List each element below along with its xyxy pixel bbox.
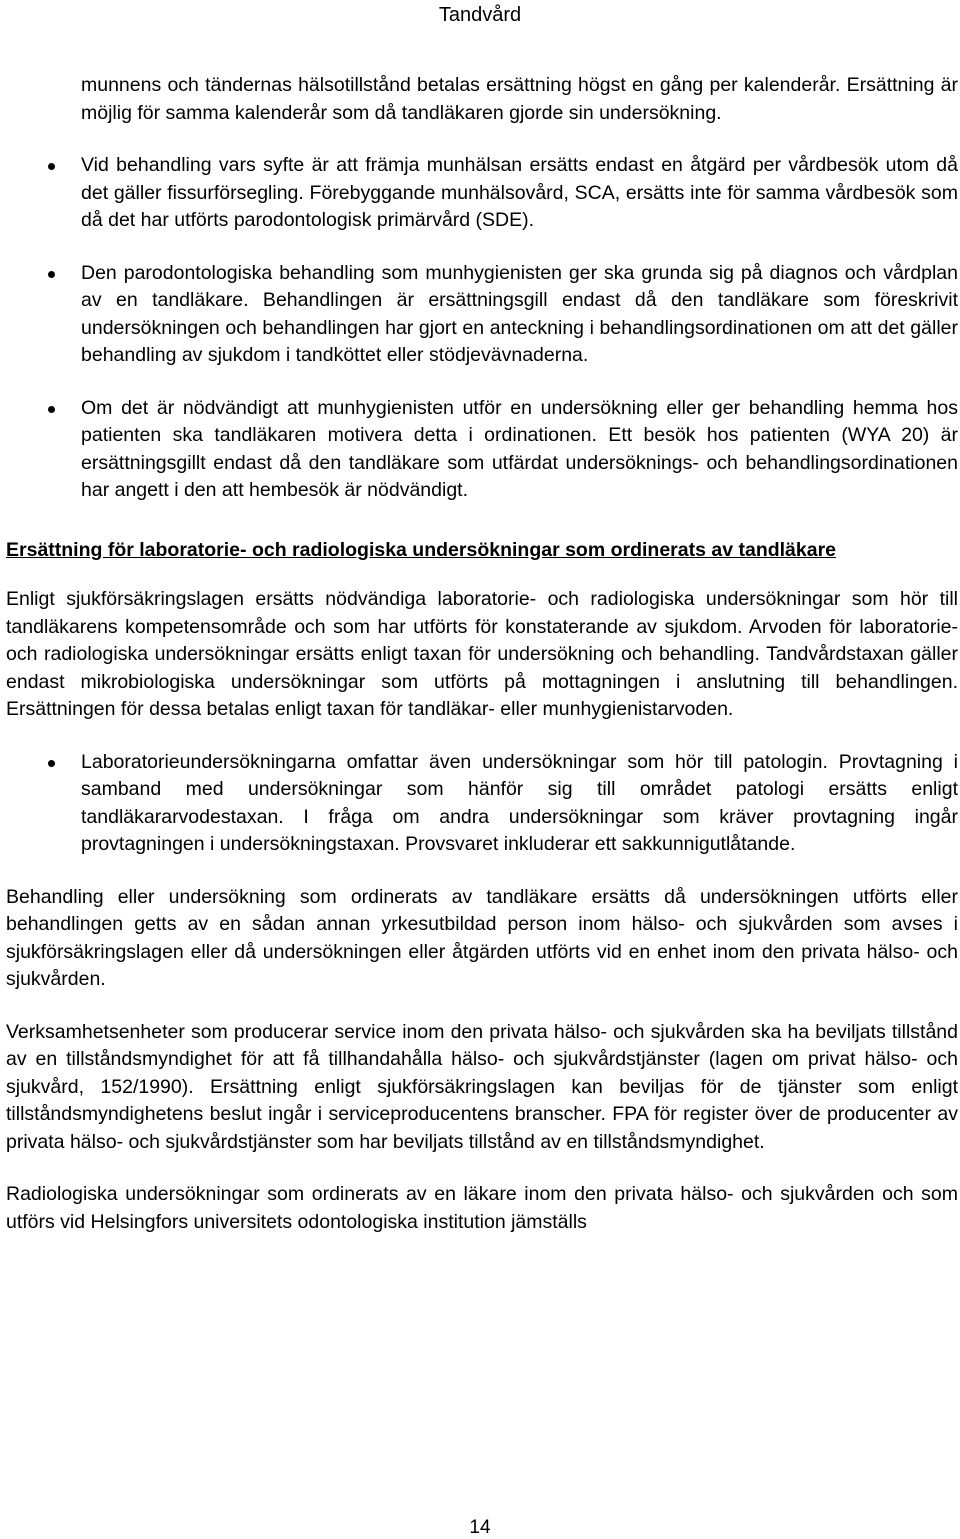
bullet-list-section (6, 749, 958, 859)
list-item (6, 395, 958, 505)
paragraph: Enligt sjukförsäkringslagen ersätts nödvändiga laboratorie- och radiologiska undersökningar som hör till tandläkarens kompetensområde och som har utförts för konstaterande av sjukdom. Arvoden för laboratorie- och radiologiska undersökningar ersätts enligt taxan för undersökning och behandling. Tandvårdstaxan gäller endast mikrobiologiska undersökningar som utförts på mottagningen i anslutning till behandlingen. Ersättningen för dessa betalas enligt taxan för tandläkar- eller munhygienistarvoden. (6, 588, 958, 720)
section-heading: Ersättning för laboratorie- och radiologiska undersökningar som ordinerats av tandläkare (6, 538, 837, 561)
bullet-dot-icon (48, 163, 55, 170)
list-item-text: Vid behandling vars syfte är att främja munhälsan ersätts endast en åtgärd per vårdbesök utom då det gäller fissurförsegling. Förebyggande munhälsovård, SCA, ersätts inte för samma vårdbesök som då det har utförts parodontologisk primärvård (SDE). (81, 154, 958, 231)
bullet-dot-icon (48, 271, 55, 278)
list-item-text: Den parodontologiska behandling som munhygienisten ger ska grunda sig på diagnos och vårdplan av en tandläkare. Behandlingen är ersättningsgill endast då den tandläkare som föreskrivit undersökningen och behandlingen har gjort en anteckning i behandlingsordinationen om att det gäller behandling av sjukdom i tandköttet eller stödjevävnaderna. (81, 261, 958, 366)
paragraph: Radiologiska undersökningar som ordinerats av en läkare inom den privata hälso- och sjukvården och som utförs vid Helsingfors universitets odontologiska institution jämställs (6, 1183, 958, 1233)
list-item-text: Om det är nödvändigt att munhygienisten utför en undersökning eller ger behandling hemma hos patienten ska tandläkaren motivera detta i ordinationen. Ett besök hos patienten (WYA 20) är ersättningsgillt endast då den tandläkare som utfärdat undersöknings- och behandlingsordinationen har angett i den att hembesök är nödvändigt. (81, 396, 958, 501)
running-header: Tandvård (438, 4, 522, 26)
paragraph: Verksamhetsenheter som producerar service inom den privata hälso- och sjukvården ska ha beviljats tillstånd av en tillståndsmyndighet för att få tillhandahålla hälso- och sjukvårdstjänster (lagen om privat hälso- och sjukvård, 152/1990). Ersättning enligt sjukförsäkringslagen kan beviljas för de tjänster som enligt tillståndsmyndighetens beslut ingår i serviceproducentens branscher. FPA för register över de producenter av privata hälso- och sjukvårdstjänster som har beviljats tillstånd av en tillståndsmyndighet. (6, 1020, 958, 1153)
bullet-list-top (6, 152, 958, 505)
list-item (6, 749, 958, 859)
page-number: 14 (469, 1517, 491, 1538)
list-item (6, 152, 958, 235)
list-item (6, 260, 958, 370)
bullet-dot-icon (48, 760, 55, 767)
bullet-dot-icon (48, 406, 55, 413)
list-item-text: Laboratorieundersökningarna omfattar även undersökningar som hör till patologin. Provtagning i samband med undersökningar som hänför sig till området patologi ersätts enligt tandläkararvodestaxan. I fråga om andra undersökningar som kräver provtagning ingår provtagningen i undersökningstaxan. Provsvaret inkluderar ett sakkunnigutlåtande. (81, 750, 958, 855)
page-body (6, 72, 958, 1261)
paragraph: Behandling eller undersökning som ordinerats av tandläkare ersätts då undersökningen utförts eller behandlingen getts av en sådan annan yrkesutbildad person inom hälso- och sjukvården som avses i sjukförsäkringslagen eller då undersökningen eller åtgärden utförts vid en enhet inom den privata hälso- och sjukvården. (6, 885, 958, 990)
bullet-continuation: munnens och tändernas hälsotillstånd betalas ersättning högst en gång per kalenderår. Ersättning är möjlig för samma kalenderår som då tandläkaren gjorde sin undersökning. (81, 74, 958, 124)
